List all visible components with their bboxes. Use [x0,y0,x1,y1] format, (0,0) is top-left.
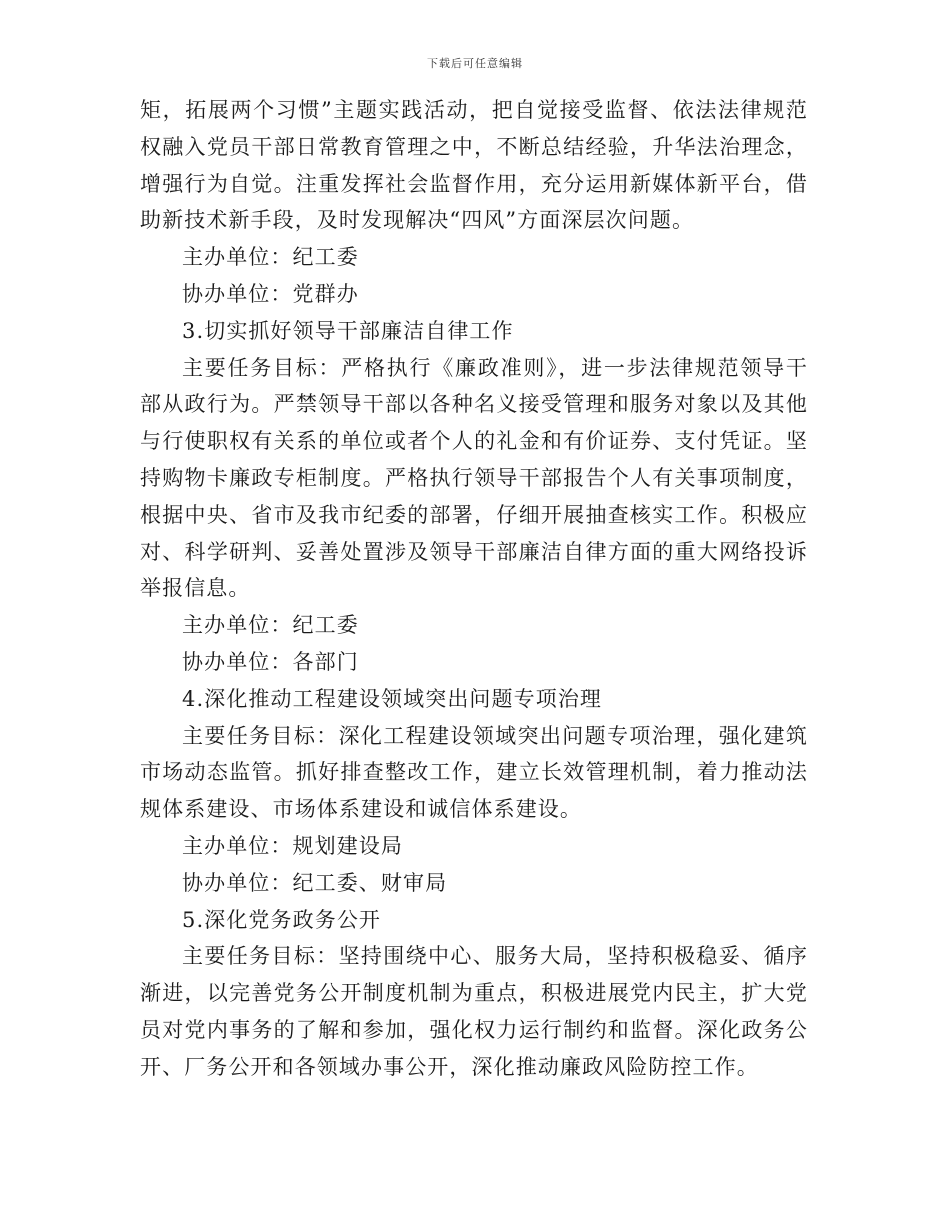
paragraph-continuation: 矩，拓展两个习惯”主题实践活动，把自觉接受监督、依法法律规范权融入党员干部日常教育管理之中，不断总结经验，升华法治理念，增强行为自觉。注重发挥社会监督作用，充分运用新媒体新平台，借助新技术新手段，及时发现解决“四风”方面深层次问题。 [140,98,808,233]
task-goal-5: 主要任务目标：坚持围绕中心、服务大局，坚持积极稳妥、循序渐进，以完善党务公开制度机制为重点，积极进展党内民主，扩大党员对党内事务的了解和参加，强化权力运行制约和监督。深化政务公开、厂务公开和各领域办事公开，深化推动廉政风险防控工作。 [140,944,808,1079]
section-heading-3: 3.切实抓好领导干部廉洁自律工作 [182,318,514,343]
task-goal-4: 主要任务目标：深化工程建设领域突出问题专项治理，强化建筑市场动态监管。抓好排查整改工作，建立长效管理机制，着力推动法规体系建设、市场体系建设和诚信体系建设。 [140,723,808,822]
assist-unit-4: 协办单位：纪工委、财审局 [182,870,448,895]
section-heading-4: 4.深化推动工程建设领域突出问题专项治理 [182,686,603,711]
assist-unit-1: 协办单位：党群办 [182,281,359,306]
page-header: 下载后可任意编辑 [427,57,523,70]
host-unit-3: 主办单位：纪工委 [182,613,359,638]
assist-unit-3: 协办单位：各部门 [182,649,359,674]
section-heading-5: 5.深化党务政务公开 [182,907,382,932]
host-unit-1: 主办单位：纪工委 [182,245,359,270]
document-body [140,92,808,1086]
task-goal-3: 主要任务目标：严格执行《廉政准则》，进一步法律规范领导干部从政行为。严禁领导干部以各种名义接受管理和服务对象以及其他与行使职权有关系的单位或者个人的礼金和有价证券、支付凭证。坚持购物卡廉政专柜制度。严格执行领导干部报告个人有关事项制度，根据中央、省市及我市纪委的部署，仔细开展抽查核实工作。积极应对、科学研判、妥善处置涉及领导干部廉洁自律方面的重大网络投诉举报信息。 [140,355,808,601]
host-unit-4: 主办单位：规划建设局 [182,833,403,858]
